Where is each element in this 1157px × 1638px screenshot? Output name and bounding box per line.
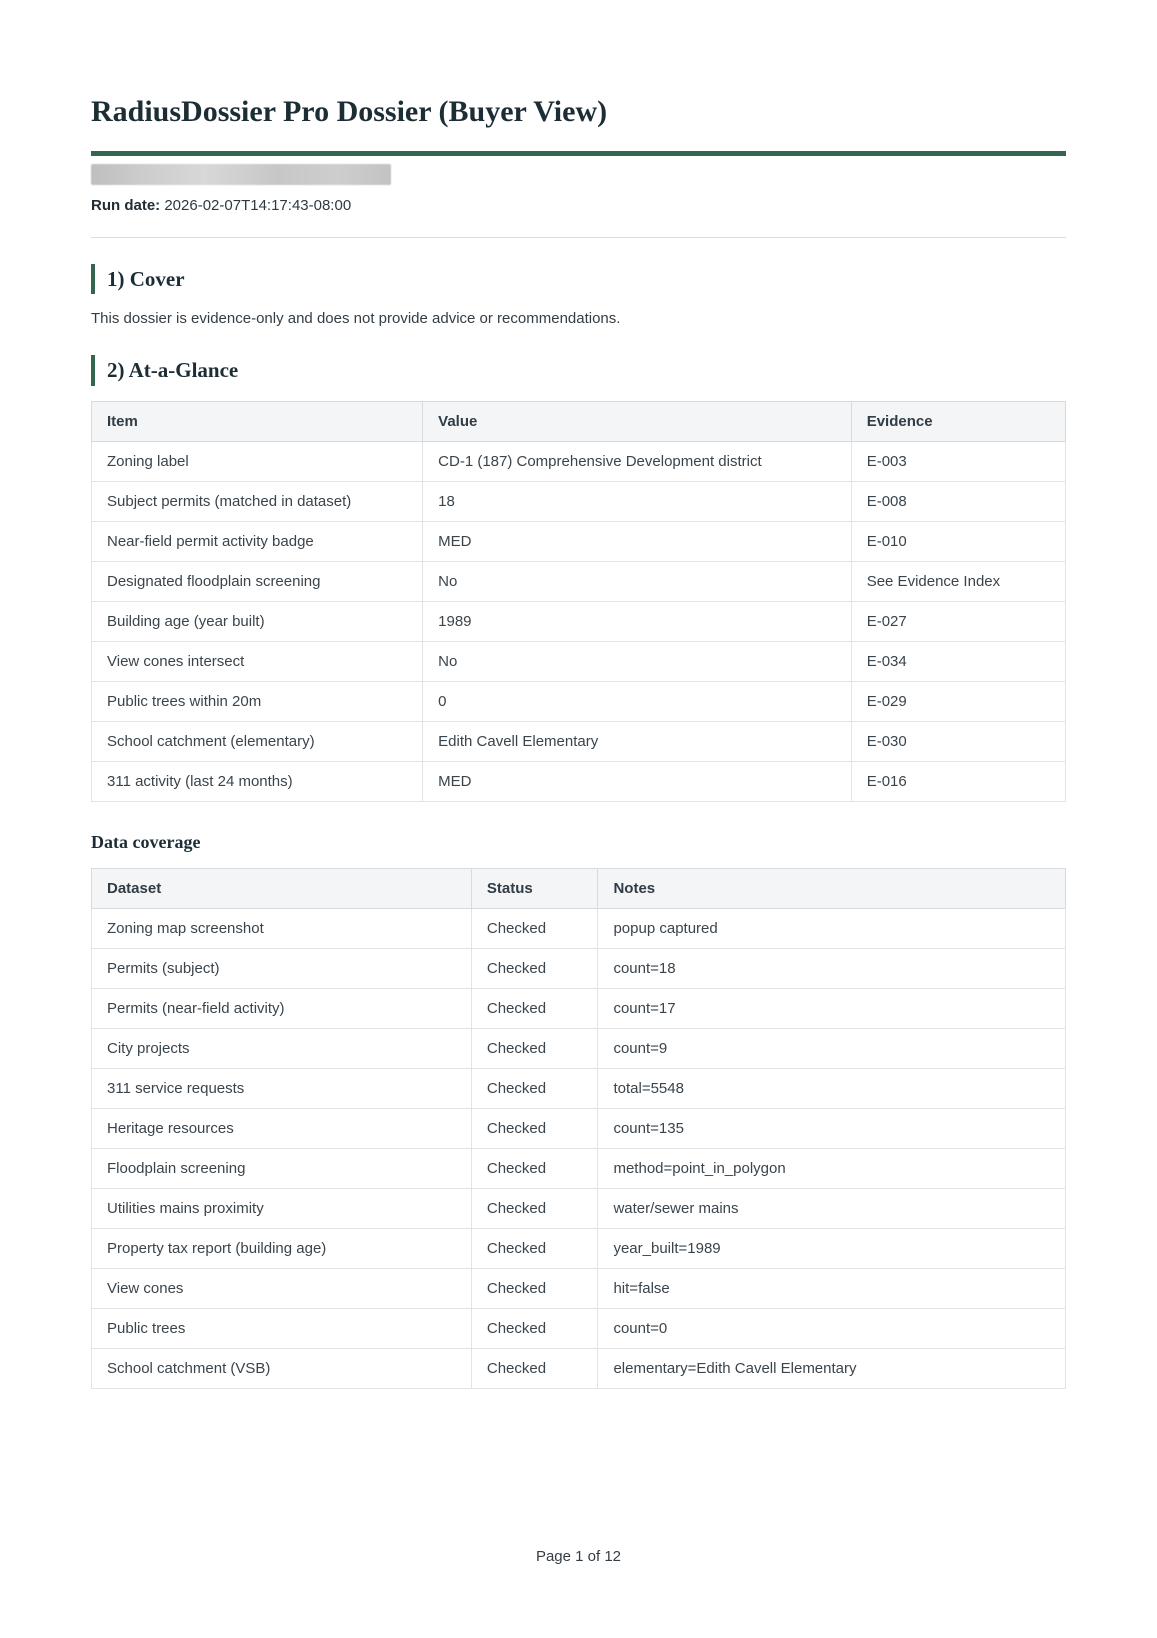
- table-cell: Near-field permit activity badge: [92, 521, 423, 561]
- data-coverage-heading: Data coverage: [91, 831, 201, 852]
- table-cell: Checked: [471, 1068, 598, 1108]
- table-row: [92, 521, 1066, 561]
- section-heading-at-a-glance: 2) At-a-Glance: [91, 355, 1066, 385]
- table-cell: water/sewer mains: [598, 1188, 1066, 1228]
- table-row: [92, 1348, 1066, 1388]
- table-row: [92, 681, 1066, 721]
- column-header: Status: [471, 868, 598, 908]
- table-cell: E-010: [851, 521, 1065, 561]
- table-cell: count=0: [598, 1308, 1066, 1348]
- table-cell: Utilities mains proximity: [92, 1188, 472, 1228]
- page-number: Page 1 of 12: [535, 1548, 622, 1565]
- table-cell: E-034: [851, 641, 1065, 681]
- table-cell: City projects: [92, 1028, 472, 1068]
- table-cell: View cones: [92, 1268, 472, 1308]
- table-row: [92, 1108, 1066, 1148]
- table-row: [92, 1028, 1066, 1068]
- table-cell: total=5548: [598, 1068, 1066, 1108]
- page-title: RadiusDossier Pro Dossier (Buyer View): [91, 95, 608, 128]
- table-header-row: [92, 401, 1066, 441]
- column-header: Dataset: [92, 868, 472, 908]
- table-row: [92, 441, 1066, 481]
- table-row: [92, 721, 1066, 761]
- table-cell: Checked: [471, 1148, 598, 1188]
- table-cell: Checked: [471, 1228, 598, 1268]
- table-cell: Checked: [471, 948, 598, 988]
- table-row: [92, 988, 1066, 1028]
- table-cell: 0: [423, 681, 852, 721]
- table-cell: View cones intersect: [92, 641, 423, 681]
- table-cell: count=135: [598, 1108, 1066, 1148]
- redacted-address-bar: [91, 164, 391, 185]
- table-row: [92, 1188, 1066, 1228]
- table-cell: E-030: [851, 721, 1065, 761]
- table-cell: 1989: [423, 601, 852, 641]
- column-header: Value: [423, 401, 852, 441]
- table-row: [92, 1308, 1066, 1348]
- table-cell: No: [423, 641, 852, 681]
- table-cell: MED: [423, 521, 852, 561]
- title-accent-rule: [91, 151, 1066, 156]
- table-row: [92, 561, 1066, 601]
- table-row: [92, 908, 1066, 948]
- run-date-line: [91, 196, 1066, 216]
- table-cell: School catchment (VSB): [92, 1348, 472, 1388]
- table-cell: Public trees within 20m: [92, 681, 423, 721]
- table-row: [92, 761, 1066, 801]
- table-cell: E-029: [851, 681, 1065, 721]
- table-cell: See Evidence Index: [851, 561, 1065, 601]
- table-cell: popup captured: [598, 908, 1066, 948]
- table-header-row: [92, 868, 1066, 908]
- table-cell: E-003: [851, 441, 1065, 481]
- table-cell: year_built=1989: [598, 1228, 1066, 1268]
- table-cell: Permits (near-field activity): [92, 988, 472, 1028]
- column-header: Item: [92, 401, 423, 441]
- table-cell: E-016: [851, 761, 1065, 801]
- header-divider: [91, 237, 1066, 238]
- table-cell: Checked: [471, 1348, 598, 1388]
- table-row: [92, 481, 1066, 521]
- table-cell: Checked: [471, 988, 598, 1028]
- table-cell: Checked: [471, 1108, 598, 1148]
- run-date-label: Run date:: [91, 197, 161, 214]
- table-cell: 18: [423, 481, 852, 521]
- table-cell: Edith Cavell Elementary: [423, 721, 852, 761]
- table-cell: elementary=Edith Cavell Elementary: [598, 1348, 1066, 1388]
- table-cell: Property tax report (building age): [92, 1228, 472, 1268]
- table-row: [92, 1268, 1066, 1308]
- data-coverage-table: [91, 868, 1066, 1389]
- table-cell: 311 activity (last 24 months): [92, 761, 423, 801]
- run-date-value: 2026-02-07T14:17:43-08:00: [164, 197, 352, 214]
- table-cell: CD-1 (187) Comprehensive Development district: [423, 441, 852, 481]
- table-cell: Checked: [471, 1308, 598, 1348]
- at-a-glance-table: [91, 401, 1066, 802]
- table-cell: Heritage resources: [92, 1108, 472, 1148]
- table-row: [92, 601, 1066, 641]
- section-heading-cover: 1) Cover: [91, 264, 1066, 294]
- table-cell: count=17: [598, 988, 1066, 1028]
- table-cell: MED: [423, 761, 852, 801]
- column-header: Notes: [598, 868, 1066, 908]
- table-cell: No: [423, 561, 852, 601]
- table-cell: Building age (year built): [92, 601, 423, 641]
- table-cell: Designated floodplain screening: [92, 561, 423, 601]
- table-row: [92, 948, 1066, 988]
- table-cell: Subject permits (matched in dataset): [92, 481, 423, 521]
- table-cell: Checked: [471, 908, 598, 948]
- table-cell: hit=false: [598, 1268, 1066, 1308]
- table-row: [92, 1228, 1066, 1268]
- table-cell: method=point_in_polygon: [598, 1148, 1066, 1188]
- table-cell: 311 service requests: [92, 1068, 472, 1108]
- table-cell: Checked: [471, 1188, 598, 1228]
- table-cell: Permits (subject): [92, 948, 472, 988]
- table-cell: Zoning map screenshot: [92, 908, 472, 948]
- table-cell: Zoning label: [92, 441, 423, 481]
- table-cell: count=18: [598, 948, 1066, 988]
- table-cell: E-027: [851, 601, 1065, 641]
- table-cell: Checked: [471, 1268, 598, 1308]
- table-cell: E-008: [851, 481, 1065, 521]
- table-row: [92, 1068, 1066, 1108]
- column-header: Evidence: [851, 401, 1065, 441]
- table-cell: School catchment (elementary): [92, 721, 423, 761]
- table-cell: Floodplain screening: [92, 1148, 472, 1188]
- table-row: [92, 1148, 1066, 1188]
- table-cell: count=9: [598, 1028, 1066, 1068]
- cover-disclaimer-text: This dossier is evidence-only and does not provide advice or recommendations.: [91, 310, 621, 328]
- table-row: [92, 641, 1066, 681]
- table-cell: Public trees: [92, 1308, 472, 1348]
- table-cell: Checked: [471, 1028, 598, 1068]
